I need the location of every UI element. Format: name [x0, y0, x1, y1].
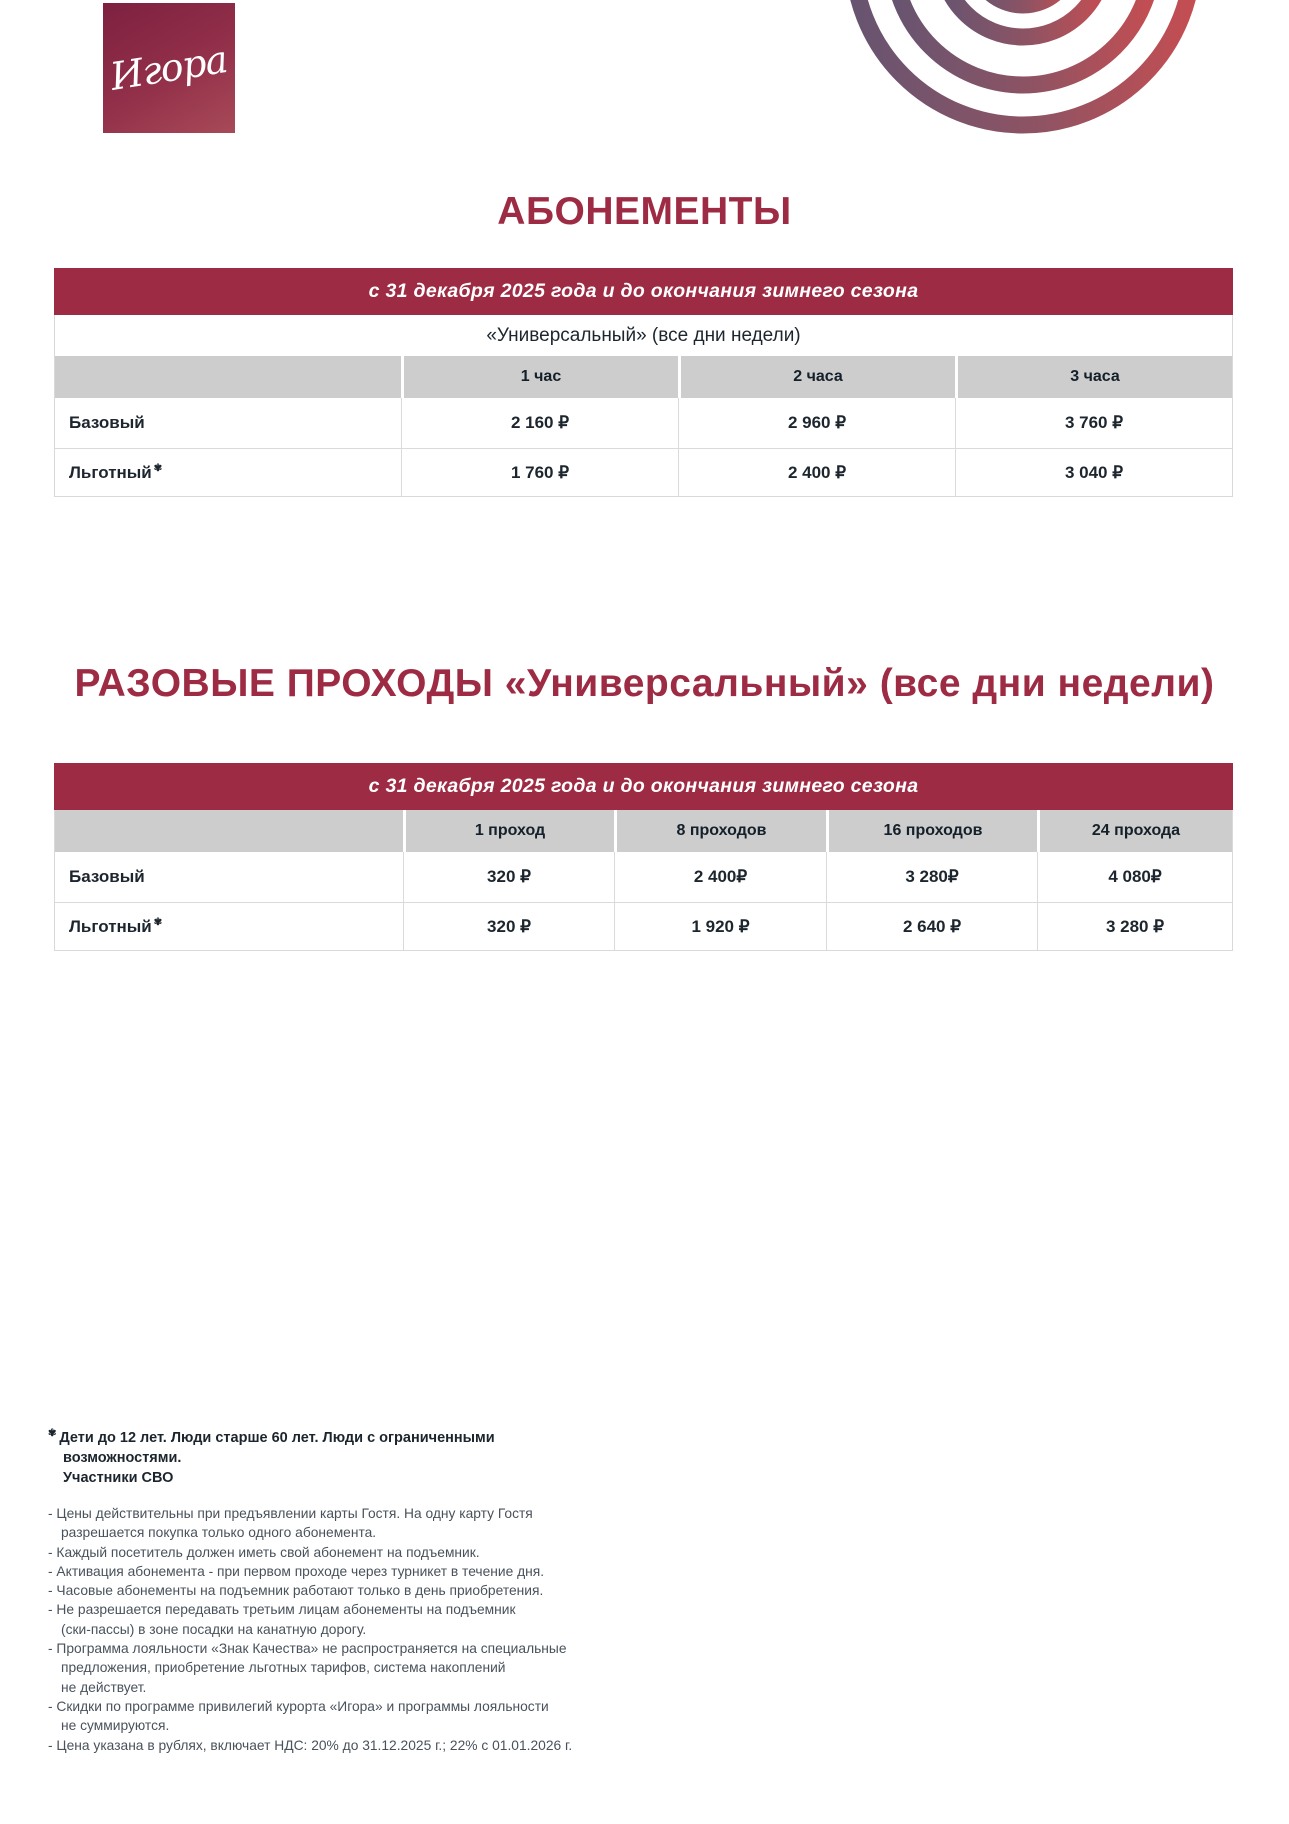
passes-section-title: АБОНЕМЕНТЫ [497, 190, 792, 233]
term-line: - Скидки по программе привилегий курорта «Игора» и программы лояльности [48, 1698, 549, 1714]
term-line: не действует. [61, 1679, 147, 1695]
term-line: - Не разрешается передавать третьим лицам абонементы на подъемник [48, 1602, 516, 1618]
single-period-banner: с 31 декабря 2025 года и до окончания зимнего сезона [54, 763, 1233, 810]
term-line: - Цены действительны при предъявлении карты Гостя. На одну карту Гостя [48, 1506, 533, 1521]
price-cell: 2 160 ₽ [401, 398, 678, 448]
footnotes-block [48, 1424, 608, 1755]
price-cell: 4 080₽ [1037, 852, 1232, 902]
eligibility-note [48, 1424, 608, 1468]
price-cell: 2 960 ₽ [678, 398, 955, 448]
passes-table-body [54, 315, 1233, 497]
passes-header-empty [55, 356, 401, 398]
single-table-body [54, 810, 1233, 951]
price-cell: 320 ₽ [403, 903, 614, 950]
list-item [48, 1581, 608, 1600]
row-label: Льготный ✾ [69, 462, 163, 482]
row-label: Льготный ✾ [69, 916, 163, 936]
passes-table-subtitle: «Универсальный» (все дни недели) [486, 324, 801, 346]
term-line: разрешается покупка только одного абонемента. [61, 1525, 377, 1541]
term-line: (ски-пассы) в зоне посадки на канатную дорогу. [61, 1621, 367, 1637]
list-item [48, 1543, 608, 1562]
eligibility-text-line1: Дети до 12 лет. Люди старше 60 лет. Люди с ограниченными возможностями. [59, 1430, 495, 1466]
igora-logo [103, 3, 235, 133]
row-label-text: Льготный [69, 462, 152, 482]
row-label-text: Базовый [69, 413, 145, 432]
price-cell: 2 400 ₽ [678, 449, 955, 496]
list-item [48, 1736, 608, 1755]
term-line: - Активация абонемента - при первом проходе через турникет в течение дня. [48, 1563, 545, 1579]
table-row [55, 852, 1232, 902]
passes-header-2h: 2 часа [678, 356, 955, 398]
row-label [55, 398, 401, 448]
price-cell: 1 760 ₽ [401, 449, 678, 496]
passes-period-banner: с 31 декабря 2025 года и до окончания зимнего сезона [54, 268, 1233, 315]
table-row [55, 448, 1232, 496]
price-cell: 3 280 ₽ [1037, 903, 1232, 950]
term-line: - Часовые абонементы на подъемник работают только в день приобретения. [48, 1583, 544, 1599]
passes-header-1h: 1 час [401, 356, 678, 398]
concentric-rings-decoration [838, 0, 1218, 145]
list-item [48, 1639, 608, 1697]
price-cell: 3 760 ₽ [955, 398, 1232, 448]
term-line: - Каждый посетитель должен иметь свой абонемент на подъемник. [48, 1544, 480, 1560]
single-header-8: 8 проходов [614, 810, 826, 852]
eligibility-text-line2: Участники СВО [63, 1470, 174, 1486]
single-header-1: 1 проход [403, 810, 614, 852]
price-cell: 2 640 ₽ [826, 903, 1037, 950]
single-header-24: 24 прохода [1037, 810, 1232, 852]
single-header-16: 16 проходов [826, 810, 1037, 852]
row-label [55, 852, 403, 902]
row-label-text: Льготный [69, 916, 152, 936]
price-cell: 320 ₽ [403, 852, 614, 902]
term-line: - Программа лояльности «Знак Качества» не распространяется на специальные [48, 1641, 567, 1657]
single-passes-table [54, 763, 1233, 951]
passes-header-3h: 3 часа [955, 356, 1232, 398]
price-cell: 3 280₽ [826, 852, 1037, 902]
list-item [48, 1504, 608, 1543]
igora-logo-script: Игора [107, 37, 231, 99]
list-item [48, 1600, 608, 1639]
term-line: предложения, приобретение льготных тарифов, система накоплений [61, 1660, 506, 1676]
single-header-empty [55, 810, 403, 852]
table-row [55, 398, 1232, 448]
passes-table [54, 268, 1233, 497]
term-line: - Цена указана в рублях, включает НДС: 20% до 31.12.2025 г.; 22% с 01.01.2026 г. [48, 1737, 573, 1753]
passes-table-header-row [55, 356, 1232, 398]
footnote-marker-icon: ✾ [48, 1428, 57, 1439]
list-item [48, 1697, 608, 1736]
price-cell: 3 040 ₽ [955, 449, 1232, 496]
terms-list [48, 1504, 608, 1755]
single-table-header-row [55, 810, 1232, 852]
list-item [48, 1562, 608, 1581]
price-cell: 2 400₽ [614, 852, 826, 902]
term-line: не суммируются. [61, 1718, 170, 1734]
price-cell: 1 920 ₽ [614, 903, 826, 950]
table-row [55, 902, 1232, 950]
single-passes-section-title: РАЗОВЫЕ ПРОХОДЫ «Универсальный» (все дни недели) [74, 662, 1215, 705]
row-label-text: Базовый [69, 867, 145, 886]
